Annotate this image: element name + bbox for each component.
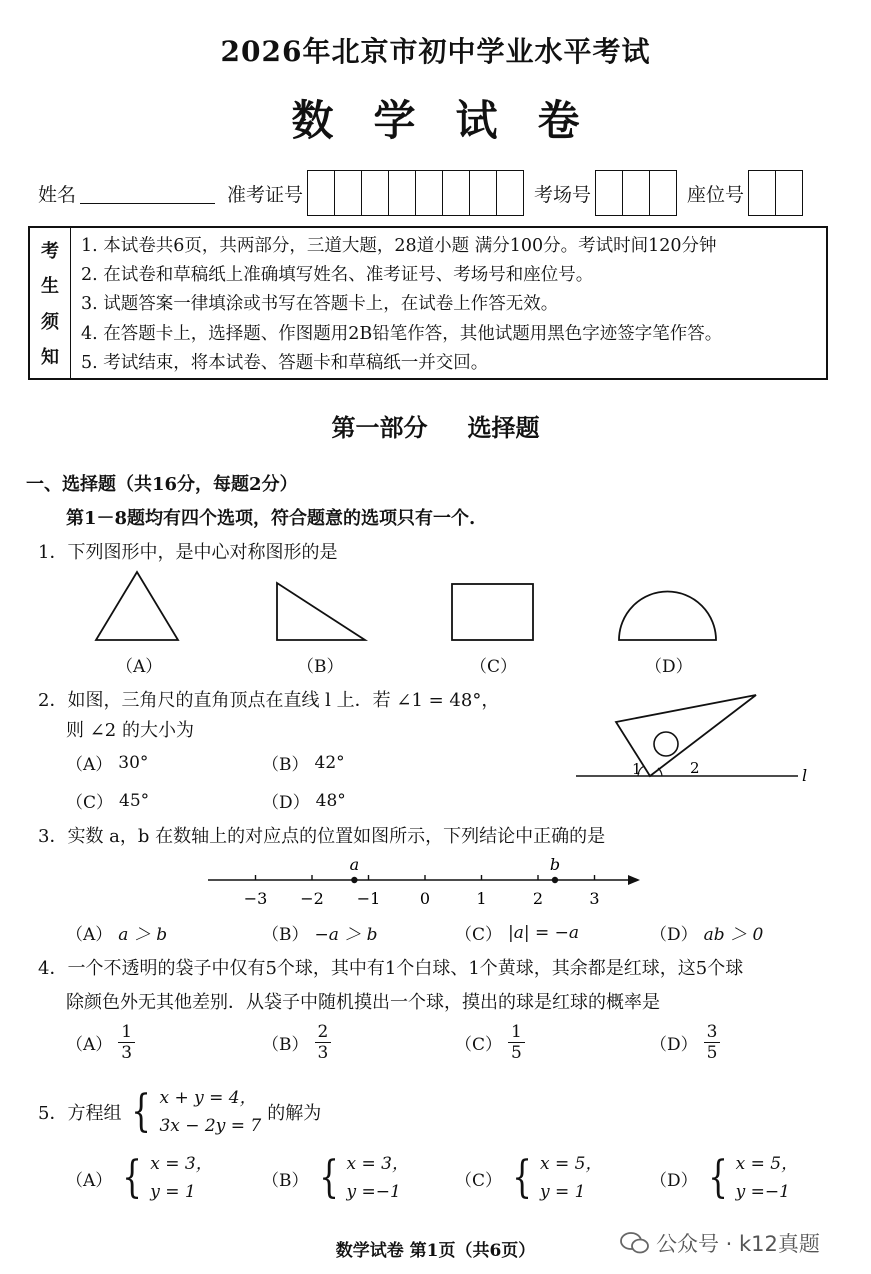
q4-option-c[interactable]: （C） $\frac{1}{5}$ xyxy=(455,1022,525,1063)
angle-1-label: 1 xyxy=(632,760,642,778)
q5-option-c[interactable]: （C） { x = 5， y = 1 xyxy=(455,1152,603,1203)
axis-tick-label: −2 xyxy=(300,889,324,908)
q3-number-line xyxy=(0,850,871,910)
q5-option-d[interactable]: （D） { x = 5， y =−1 xyxy=(650,1152,799,1203)
room-label: 考场号 xyxy=(534,183,592,206)
notice-item: 5. 考试结束，将本试卷、答题卡和草稿纸一并交回。 xyxy=(81,352,489,373)
q2-stem-cont: 则 ∠2 的大小为 xyxy=(66,720,194,741)
page-footer: 数学试卷 第1页（共6页） xyxy=(335,1241,536,1261)
q2-option-b[interactable]: （B） 42° xyxy=(262,752,345,775)
q5-stem: 5．方程组 { x + y = 4， 3x − 2y = 7 的解为 xyxy=(38,1084,321,1140)
notice-item: 4. 在答题卡上，选择题、作图题用2B铅笔作答，其他试题用黑色字迹签字笔作答。 xyxy=(81,323,723,344)
semicircle-shape xyxy=(619,592,716,641)
q1-label-b: （B） xyxy=(297,657,344,677)
line-l-label: l xyxy=(802,766,808,785)
angle-2-label: 2 xyxy=(690,759,700,777)
q4-option-b[interactable]: （B） $\frac{2}{3}$ xyxy=(262,1022,331,1063)
room-number-boxes[interactable] xyxy=(595,170,677,216)
notice-item: 2. 在试卷和草稿纸上准确填写姓名、准考证号、考场号和座位号。 xyxy=(81,265,594,286)
point-a xyxy=(351,877,357,883)
notice-items xyxy=(71,228,826,378)
axis-tick-label: −1 xyxy=(356,889,381,908)
q2-stem: 2．如图，三角尺的直角顶点在直线 l 上．若 ∠1 = 48°， xyxy=(38,690,500,711)
q2-option-a[interactable]: （A） 30° xyxy=(66,752,149,775)
axis-tick-label: −3 xyxy=(243,889,268,908)
ticket-number-boxes[interactable] xyxy=(307,170,524,216)
name-label: 姓名 xyxy=(38,183,77,206)
q4-option-d[interactable]: （D） $\frac{3}{5}$ xyxy=(650,1022,720,1063)
q5-option-b[interactable]: （B） { x = 3， y =−1 xyxy=(262,1152,409,1203)
q2-option-d[interactable]: （D） 48° xyxy=(262,790,346,813)
q4-option-a[interactable]: （A） $\frac{1}{3}$ xyxy=(66,1022,135,1063)
seat-number-boxes[interactable] xyxy=(748,170,803,216)
set-square-hole xyxy=(654,732,678,756)
wechat-icon xyxy=(620,1231,650,1255)
rectangle-shape xyxy=(452,584,533,640)
axis-tick-label: 1 xyxy=(476,889,487,908)
name-field[interactable] xyxy=(80,183,215,204)
part-heading: 第一部分 选择题 xyxy=(331,413,540,442)
subject-title: 数学试卷 xyxy=(291,96,620,145)
section-instruction: 第1－8题均有四个选项，符合题意的选项只有一个. xyxy=(66,508,476,529)
point-b xyxy=(552,877,558,883)
notice-item: 1. 本试卷共6页，共两部分，三道大题，28道小题 满分100分。考试时间120分钟 xyxy=(81,236,717,257)
exam-title: 2026年北京市初中学业水平考试 xyxy=(220,35,651,68)
axis-tick-label: 2 xyxy=(532,889,544,908)
q1-stem: 1．下列图形中，是中心对称图形的是 xyxy=(38,542,338,563)
notice-side-label: 考 生 须 知 xyxy=(30,228,71,378)
q5-option-a[interactable]: （A） { x = 3， y = 1 xyxy=(66,1152,213,1203)
axis-arrow xyxy=(628,875,640,885)
watermark: 公众号 · k12真题 xyxy=(620,1228,820,1258)
right-triangle-shape xyxy=(277,583,365,640)
candidate-notice-box xyxy=(28,226,828,380)
q3-option-c[interactable]: （C） |a| = −a xyxy=(455,922,580,945)
notice-item: 3. 试题答案一律填涂或书写在答题卡上，在试卷上作答无效。 xyxy=(81,294,559,315)
point-b-label: b xyxy=(549,855,561,874)
q3-option-b[interactable]: （B） −a ＞ b xyxy=(262,925,378,945)
q2-option-c[interactable]: （C） 45° xyxy=(66,790,150,813)
q5-equation-system: { x + y = 4， 3x − 2y = 7 xyxy=(131,1086,262,1137)
q1-label-c: （C） xyxy=(470,657,518,677)
point-a-label: a xyxy=(349,855,360,874)
q2-set-square-figure xyxy=(570,686,830,796)
seat-label: 座位号 xyxy=(687,183,745,206)
axis-tick-label: 3 xyxy=(589,889,600,908)
section-heading: 一、选择题（共16分，每题2分） xyxy=(26,474,298,495)
ticket-label: 准考证号 xyxy=(227,183,304,206)
q1-label-d: （D） xyxy=(645,657,693,677)
q3-option-d[interactable]: （D） ab ＞ 0 xyxy=(650,925,764,945)
q1-label-a: （A） xyxy=(116,657,163,677)
q3-stem: 3．实数 a，b 在数轴上的对应点的位置如图所示，下列结论中正确的是 xyxy=(38,826,606,847)
q3-option-a[interactable]: （A） a ＞ b xyxy=(66,925,168,945)
triangle-shape xyxy=(96,572,178,640)
axis-tick-label: 0 xyxy=(419,889,431,908)
q4-stem-cont: 除颜色外无其他差别．从袋子中随机摸出一个球，摸出的球是红球的概率是 xyxy=(66,992,660,1013)
q4-stem: 4．一个不透明的袋子中仅有5个球，其中有1个白球、1个黄球，其余都是红球，这5个球 xyxy=(38,958,744,979)
q1-figures xyxy=(0,560,871,660)
candidate-info-row xyxy=(38,170,813,216)
